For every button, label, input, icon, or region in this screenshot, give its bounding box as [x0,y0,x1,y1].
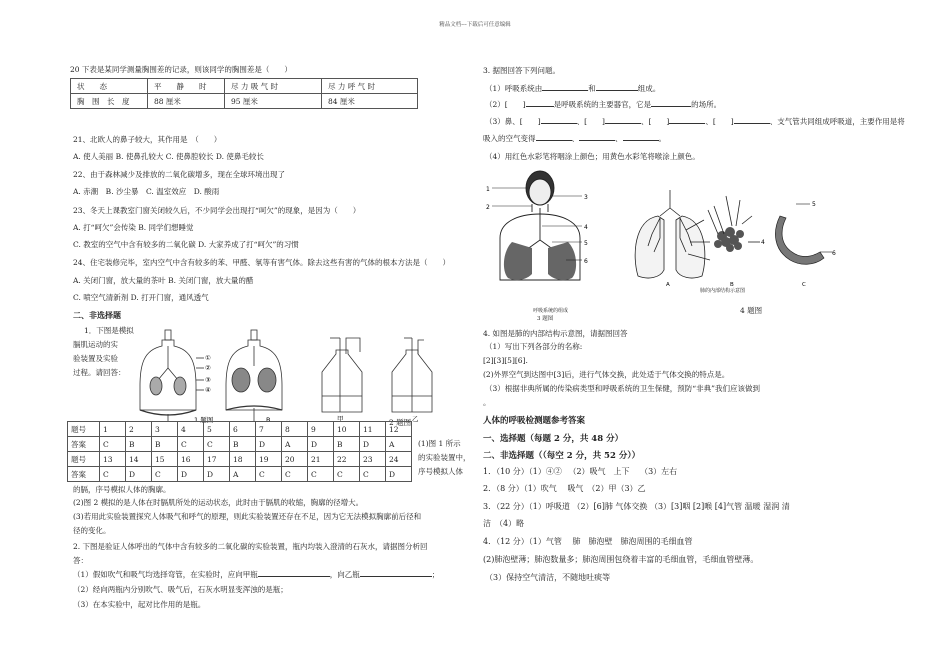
table-cell: 95 厘米 [225,94,322,109]
grid-cell: D [178,467,204,482]
anatomy-number: 6 [832,250,836,257]
q2-part-1-text-b: ，向乙瓶 [329,570,360,579]
grid-cell: C [308,467,334,482]
q24-stem: 24、住宅装修完毕，室内空气中含有较多的苯、甲醛、氡等有害气体。除去这些有害的气体的根本方法是（ ） [73,258,451,267]
grid-cell: 19 [256,452,282,467]
q4-part-3b: 。 [483,398,491,407]
bell-jar-label: ④ [205,386,211,394]
figure-1-caption: 1 题图 [194,416,214,424]
grid-cell: B [152,437,178,452]
q3-blank[interactable] [596,90,638,91]
lung-structure-figure [630,190,840,290]
lung-part-c: C [802,282,806,288]
grid-cell: C [256,467,282,482]
grid-cell: 题号 [68,422,100,437]
q3-text: 、 [571,134,579,143]
table-row [71,79,418,94]
q2-part-1 [73,570,439,579]
q3-text: 是呼吸系统的主要器官，它是 [553,100,652,109]
q4-part-2: (2)外界空气到达图中[3]后，进行气体交换，此处适于气体交换的特点是。 [483,370,730,379]
grid-cell: 15 [152,452,178,467]
grid-cell: C [360,467,386,482]
grid-cell: D [204,467,230,482]
bell-jar-label: ③ [205,376,211,384]
q2-part-2: （2）经向两瓶内分别吹气、吸气后，石灰水明显变浑浊的是瓶； [73,585,288,594]
grid-cell: 答案 [68,467,100,482]
grid-cell: 7 [256,422,282,437]
grid-cell: D [360,437,386,452]
q3-text: 。 [658,134,666,143]
grid-cell: 8 [282,422,308,437]
grid-cell: 13 [100,452,126,467]
q3-blank[interactable] [669,123,705,124]
q3-text: （2）[ ] [485,100,526,109]
grid-cell: D [256,437,282,452]
anatomy-number: 2 [486,204,490,211]
grid-cell: B [126,437,152,452]
q1-part-3b: 径的变化。 [73,526,111,535]
q21-stem: 21、北欧人的鼻子较大，其作用是 （ ） [73,135,222,144]
q1-line: 膈肌运动的实 [73,340,118,349]
grid-cell: B [334,437,360,452]
answer-3b: 洁 （4）略 [483,519,525,528]
table-header-cell: 平 静 时 [148,79,225,94]
q2-stem: 2. 下图是验证人体呼出的气体中含有较多的二氧化碳的实验装置，瓶内均装入澄清的石灰水，请据图分析回 [73,542,428,551]
grid-cell: D [126,467,152,482]
respiratory-system-figure [486,168,600,318]
grid-cell: D [308,437,334,452]
grid-cell: B [230,437,256,452]
q3-part-4: （4）用红色水彩笔将咽涂上颜色；用黄色水彩笔将喉涂上颜色。 [485,152,700,161]
q3-blank[interactable] [541,123,577,124]
q3-part-3b [483,134,666,143]
q3-text: 吸入的空气变得 [483,134,536,143]
q3-blank[interactable] [542,90,588,91]
grid-cell: 18 [230,452,256,467]
grid-cell: 答案 [68,437,100,452]
q1-line: 1．下图是模拟 [84,326,134,335]
bell-jar-2 [226,330,282,422]
grid-cell: 4 [178,422,204,437]
q1-line: 过程。请回答： [73,368,126,377]
answer-1: 1．（10 分）（1）④② （2）吸气 上下 （3）左右 [483,467,678,476]
gas-bottle-1 [322,338,362,412]
q4-part-3: （3）根据非典所属的传染病类型和呼吸系统的卫生保健，预防“非典”我们应该做到 [485,384,760,393]
grid-cell: 24 [386,452,412,467]
q23-options-1: A. 打“呵欠”会传染 B. 同学们想睡觉 [73,223,194,232]
q3-text: 和 [588,84,596,93]
grid-cell: C [282,467,308,482]
grid-cell: 16 [178,452,204,467]
q1-continuation: 的膈，序号模拟人体的胸廓。 [73,485,171,494]
q3-blank[interactable] [651,106,691,107]
grid-cell: 10 [334,422,360,437]
grid-cell: 12 [386,422,412,437]
bell-jar-label: ① [205,354,211,362]
q1-side-text: 序号模拟人体 [418,467,463,476]
answer-key-title: 人体的呼吸检测题参考答案 [483,416,586,426]
q22-stem: 22、由于森林减少及排放的二氧化碳增多，现在全球环境出现了 [73,170,286,179]
grid-cell: 11 [360,422,386,437]
grid-cell: C [100,467,126,482]
lung-part-a: A [666,282,670,288]
grid-cell: C [178,437,204,452]
table-row [68,437,412,452]
anatomy-number: 4 [761,239,765,246]
q4-part-1: （1）写出下列各部分的名称: [485,342,583,351]
q1-part-2: (2)图 2 模拟的是人体在时膈肌所处的运动状态，此时由于膈肌的收缩，胸廓的径增大。 [73,498,364,507]
q3-text: 、 [615,134,623,143]
grid-cell: 21 [308,452,334,467]
q23-options-2: C. 教室的空气中含有较多的二氧化碳 D. 大家养成了打“呵欠”的习惯 [73,240,299,249]
table-row [68,452,412,467]
grid-cell: 17 [204,452,230,467]
bell-jar-label: ② [205,364,211,372]
anatomy-number: 6 [584,258,588,265]
q3-blank[interactable] [605,123,641,124]
bell-jar-1 [140,330,204,422]
q2-blank-yi[interactable] [360,576,432,577]
q3-text: 、支气管共同组成呼吸道，主要作用是将 [769,117,905,126]
q1-line: 验装置及实验 [73,354,118,363]
q2-part-3: （3）在本实验中，起对比作用的是瓶。 [73,600,206,609]
grid-cell: 20 [282,452,308,467]
table-header-cell: 尽 力 呼 气 时 [322,79,418,94]
q20-stem: 20 下表是某同学测量胸围差的记录，则该同学的胸围差是（ ） [70,65,292,74]
q3-part-1 [485,84,660,93]
q3-text: 、[ ] [705,117,734,126]
table-cell: 胸 围 长 度 [71,94,148,109]
answer-4c: （3）保持空气清洁，不随地吐痰等 [485,573,611,582]
grid-cell: C [100,437,126,452]
grid-cell: A [282,437,308,452]
grid-cell: 6 [230,422,256,437]
table-cell: 84 厘米 [322,94,418,109]
anatomy-number: 1 [486,186,490,193]
anatomy-number: 5 [812,201,816,208]
table-cell: 88 厘米 [148,94,225,109]
answer-4: 4．（12 分）（1）气管 肺 肺泡壁 肺泡周围的毛细血管 [483,537,693,546]
q3-blank[interactable] [623,140,659,141]
q3-part-2 [485,100,721,109]
q4-stem: 4. 如图是肺的内部结构示意图，请据图回答 [483,329,628,338]
q22-options: A. 赤潮 B. 沙尘暴 C. 温室效应 D. 酸雨 [73,187,220,196]
table-row [71,94,418,109]
answer-4b: (2)肺泡壁薄；肺泡数量多；肺泡周围包绕着丰富的毛细血管，毛细血管壁薄。 [483,555,759,564]
q3-text: （3）鼻、[ ] [485,117,541,126]
grid-cell: 9 [308,422,334,437]
table-header-cell: 尽 力 吸 气 时 [225,79,322,94]
grid-cell: 2 [126,422,152,437]
answer-2: 2．（8 分）（1）吹气 吸气 （2）甲（3）乙 [483,484,646,493]
q3-blank[interactable] [536,140,572,141]
q2-stem-2: 答： [73,556,88,565]
answer-3: 3．（22 分）（1）呼吸道 （2）[6]肺 气体交换 （3）[3]咽 [2]喉 [4]气管 温暖 湿润 清 [483,502,790,511]
q3-text: 组成。 [637,84,661,93]
figure-3-caption: 呼吸系统的组成 [533,308,569,314]
anatomy-number: 4 [584,224,588,231]
grid-cell: C [204,437,230,452]
grid-cell: 14 [126,452,152,467]
grid-cell: 23 [360,452,386,467]
grid-cell: A [386,437,412,452]
table-header-cell: 状 态 [71,79,148,94]
q3-text: 的场所。 [691,100,722,109]
q1-part-3: (3)若用此实验装置探究人体吸气和呼气的原理，则此实验装置还存在不足，因为它无法模拟胸廓前后径和 [73,512,422,521]
q4-part-1b: [2][3][5][6]. [483,356,528,365]
answer-section-2: 二、非选择题（（每空 2 分，共 52 分）） [483,451,641,461]
section-title: 二、非选择题 [73,310,121,320]
q24-options-1: A. 关闭门窗，放大量的茶叶 B. 关闭门窗，放大量的醋 [73,276,254,285]
answer-grid [67,421,412,482]
figure-b-label: B [266,416,271,424]
table-row [68,422,412,437]
figure-2-caption: 2 题图 [389,418,412,427]
bottle-yi-label: 乙 [412,415,419,423]
q3-text: （1）呼吸系统由 [485,84,543,93]
q24-options-2: C. 喷空气清新剂 D. 打开门窗，通风透气 [73,293,209,302]
figure-4-number: 4 题图 [740,306,763,315]
grid-cell: 22 [334,452,360,467]
q3-title: 3. 据图回答下列问题。 [483,66,561,75]
table-row [68,467,412,482]
gas-bottle-2 [392,338,432,412]
q2-part-1-text: （1）假如吹气和吸气均选择弯管，在实验时，应向甲瓶 [73,570,258,579]
q3-text: 、[ ] [640,117,670,126]
grid-cell: 1 [100,422,126,437]
q1-side-text: (1)图 1 所示 [418,439,461,448]
figure-3-number: 3 题图 [537,316,554,322]
q3-text: 、[ ] [576,117,605,126]
q3-part-3 [485,117,905,126]
lung-part-b: B [730,282,734,288]
grid-cell: 3 [152,422,178,437]
q3-blank[interactable] [734,123,770,124]
q23-stem: 23、冬天上课教室门窗关闭较久后，不少同学会出现打“呵欠”的现象，是因为（ ） [73,206,361,215]
anatomy-number: 5 [584,240,588,247]
chest-table [70,78,418,109]
grid-cell: A [230,467,256,482]
figure-4-caption: 肺的内部结构示意图 [700,288,746,294]
q1-side-text: 的实验装置中， [418,453,471,462]
q2-blank-jia[interactable] [258,576,330,577]
bell-jar-figure [140,328,440,424]
bottle-jia-label: 甲 [337,415,344,423]
q3-blank[interactable] [526,106,554,107]
page-header: 精品文档---下载后可任意编辑 [439,22,511,28]
grid-cell: 题号 [68,452,100,467]
q21-options: A. 使人美丽 B. 使鼻孔较大 C. 使鼻腔较长 D. 使鼻毛较长 [73,152,264,161]
grid-cell: C [334,467,360,482]
q2-part-1-text-c: ； [431,570,440,579]
grid-cell: C [152,467,178,482]
anatomy-number: 3 [584,194,588,201]
grid-cell: D [386,467,412,482]
answer-section-1: 一、选择题（每题 2 分，共 48 分） [483,434,624,444]
grid-cell: 5 [204,422,230,437]
q3-blank[interactable] [579,140,615,141]
